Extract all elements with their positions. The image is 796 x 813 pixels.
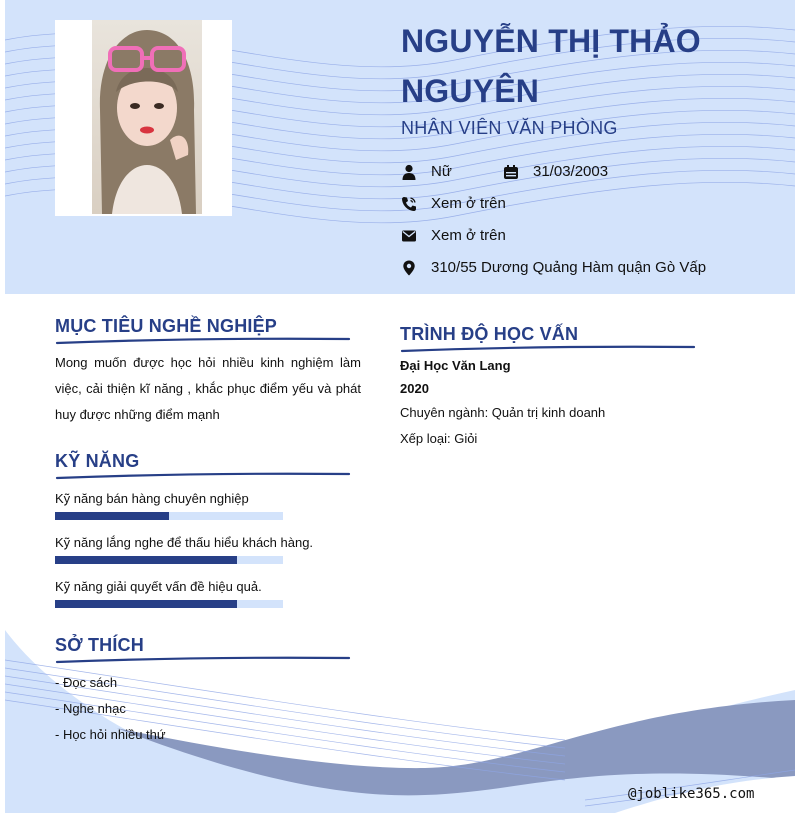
candidate-name: NGUYỄN THỊ THẢO NGUYÊN: [401, 23, 701, 109]
skills-heading: KỸ NĂNG: [55, 451, 140, 471]
education-school: Đại Học Văn Lang: [400, 358, 511, 373]
skill-fill-1: [55, 512, 169, 520]
address-value: 310/55 Dương Quảng Hàm quận Gò Vấp: [431, 259, 707, 276]
job-title: NHÂN VIÊN VĂN PHÒNG: [401, 118, 618, 138]
watermark-text: @joblike365.com: [628, 786, 755, 802]
skill-fill-2: [55, 556, 237, 564]
email-value: Xem ở trên: [431, 227, 506, 244]
map-pin-icon: [401, 260, 417, 276]
objective-heading: MỤC TIÊU NGHỀ NGHIỆP: [55, 316, 278, 336]
education-underline: [400, 344, 696, 354]
skill-bar-3: [55, 600, 283, 608]
profile-photo: [92, 20, 202, 214]
header-band: [5, 0, 795, 294]
email-row: [401, 227, 506, 244]
education-grade: Xếp loại: Giỏi: [400, 431, 478, 446]
skill-label-2: Kỹ năng lắng nghe để thấu hiểu khách hàng.: [55, 535, 314, 550]
skill-bar-2: [55, 556, 283, 564]
phone-value: Xem ở trên: [431, 195, 506, 212]
skills-underline: [55, 471, 351, 481]
skill-bar-1: [55, 512, 283, 520]
gender-row: [401, 163, 452, 180]
hobbies-underline: [55, 655, 351, 665]
birthday-value: 31/03/2003: [533, 163, 609, 180]
calendar-icon: [503, 164, 519, 180]
cv-page: [5, 0, 795, 813]
education-heading: TRÌNH ĐỘ HỌC VẤN: [400, 324, 579, 344]
skill-fill-3: [55, 600, 237, 608]
skill-label-1: Kỹ năng bán hàng chuyên nghiệp: [55, 491, 249, 506]
profile-photo-frame: [55, 20, 232, 216]
hobbies-heading: SỞ THÍCH: [55, 635, 144, 655]
education-major: Chuyên ngành: Quản trị kinh doanh: [400, 405, 606, 420]
gender-value: Nữ: [431, 163, 452, 180]
user-icon: [401, 164, 417, 180]
envelope-icon: [401, 228, 417, 244]
hobby-item-3: - Học hỏi nhiều thứ: [55, 727, 166, 742]
education-year: 2020: [400, 381, 429, 396]
hobby-item-2: - Nghe nhạc: [55, 701, 126, 716]
skill-label-3: Kỹ năng giải quyết vấn đề hiệu quả.: [55, 579, 262, 594]
phone-row: [401, 195, 506, 212]
birthday-row: [503, 163, 608, 180]
phone-icon: [401, 196, 417, 212]
address-row: [401, 259, 706, 276]
hobby-item-1: - Đọc sách: [55, 675, 118, 690]
objective-underline: [55, 336, 351, 346]
objective-text: Mong muốn được học hỏi nhiều kinh nghiệm làm việc, cải thiện kĩ năng , khắc phục điểm yếu và phát huy được những điểm mạnh: [55, 355, 361, 422]
